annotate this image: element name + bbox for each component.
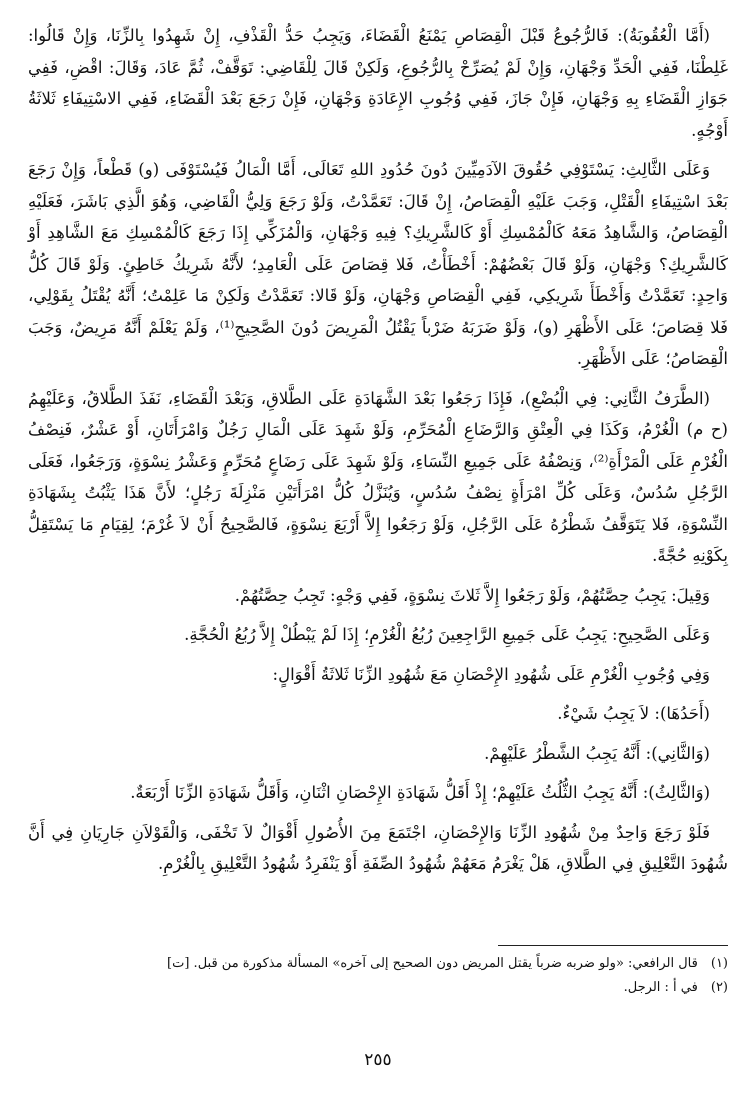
body-paragraph-6: وَفِي وُجُوبِ الْغُرْمِ عَلَى شُهُودِ الإِحْصَانِ مَعَ شُهُودِ الزِّنَا ثَلاثَةُ أَقْوَالٍ: <box>272 664 710 684</box>
footnote-divider <box>498 945 728 946</box>
footnote-number: (٢) <box>710 980 728 995</box>
body-paragraph-10: فَلَوْ رَجَعَ وَاحِدٌ مِنْ شُهُودِ الزِّنَا وَالإِحْصَانِ، اجْتَمَعَ مِنَ الأُصُولِ أَقْوَالٌ لاَ تَخْفَى، وَالْقَوْلاَنِ جَارِيَانِ فِي أَنَّ شُهُودَ التَّعْلِيقِ فِي الطَّلاقِ، هَلْ يَغْرَمُ مَعَهُمْ شُهُودُ الصِّفَةِ أَوْ يَنْفَرِدُ شُهُودُ التَّعْلِيقِ بِالْغُرْمِ. <box>28 822 728 873</box>
footnotes <box>28 952 728 1000</box>
body-paragraph-1: (أَمَّا الْعُقُوبَةُ): فَالرُّجُوعُ قَبْلَ الْقِصَاصِ يَمْنَعُ الْقَضَاءَ، وَيَجِبُ حَدُّ الْقَذْفِ، إِنْ شَهِدُوا بِالزِّنَا، وَإِنْ قَالُوا: غَلِطْنَا، فَفِي الْحَدِّ وَجْهَانِ، وَإِنْ لَمْ يُصَرِّحْ بِالرُّجُوعِ، وَلَكِنْ قَالَ لِلْقَاضِي: تَوَقَّفْ، ثُمَّ عَادَ، وَقَالَ: اقْضِ، فَفِي جَوَازِ الْقَضَاءِ بِهِ وَجْهَانِ، فَإِنْ جَازَ، فَفِي وُجُوبِ الإِعَادَةِ وَجْهَانِ، فَإِنْ رَجَعَ بَعْدَ الْقَضَاءِ، فَفِي الاسْتِيفَاءِ ثَلاثَةُ أَوْجُهٍ. <box>28 26 728 140</box>
body-paragraph-5: وَعَلَى الصَّحِيحِ: يَجِبُ عَلَى جَمِيعِ الرَّاجِعِينَ رُبُعُ الْغُرْمِ؛ إِذَا لَمْ يَبْطُلْ إِلاَّ رُبُعُ الْحُجَّةِ. <box>184 625 710 644</box>
footnote-text: في أ : الرجل. <box>623 980 698 995</box>
body-paragraph-7: (أَحَدُهَا): لاَ يَجِبُ شَيْءٌ. <box>557 704 710 723</box>
body-paragraph-8: (وَالثَّانِي): أَنَّهُ يَجِبُ الشَّطْرُ عَلَيْهِمْ. <box>484 743 710 763</box>
page-number: ٢٥٥ <box>364 1050 392 1070</box>
body-paragraph-2: وَعَلَى الثَّالِثِ: يَسْتَوْفِي حُقُوقَ الآدَمِيِّينَ دُونَ حُدُودِ اللهِ تَعَالَى، أَمَّا الْمَالُ فَيُسْتَوْفَى (و) قَطْعاً، وَإِنْ رَجَعَ بَعْدَ اسْتِيفَاءِ الْقَتْلِ، وَجَبَ عَلَيْهِ الْقِصَاصُ، إِنْ قَالَ: تَعَمَّدْتُ، وَلَوْ رَجَعَ وَلِيُّ الْقَاضِي، وَهُوَ الَّذِي بَاشَرَ، فَعَلَيْهِ الْقِصَاصُ، وَالشَّاهِدُ مَعَهُ كَالْمُمْسِكِ أَوْ كَالشَّرِيكِ؟ فِيهِ وَجْهَانِ، وَالْمُزَكِّي إِذَا رَجَعَ كَالْمُمْسِكِ مَعَ الشَّاهِدِ أَوْ كَالشَّرِيكِ؟ وَجْهَانِ، وَلَوْ قَالَ بَعْضُهُمْ: أَخْطَأْتُ، فَلا قِصَاصَ عَلَى الْعَامِدِ؛ لأَنَّهُ شَرِيكُ خَاطِئٍ. وَلَوْ قَالَ كُلُّ وَاحِدٍ: تَعَمَّدْتُ وَأَخْطَأَ شَرِيكِي، فَفِي الْقِصَاصِ وَجْهَانِ، وَلَوْ قَالا: تَعَمَّدْتُ وَلَكِنْ مَا عَلِمْتُ؛ أَنَّهُ يُقْتَلُ بِقَوْلِي، فَلا قِصَاصَ؛ عَلَى الأَظْهَرِ (و)، وَلَوْ ضَرَبَهُ ضَرْباً يَقْتُلُ الْمَرِيضَ دُونَ الصَّحِيحِ⁽¹⁾، وَلَمْ يَعْلَمْ أَنَّهُ مَرِيضٌ، وَجَبَ الْقِصَاصُ؛ عَلَى الأَظْهَرِ. <box>28 160 728 368</box>
footnote-1 <box>28 952 728 976</box>
book-page <box>28 20 728 1080</box>
footnote-text: قال الرافعي: «ولو ضربه ضرباً يقتل المريض دون الصحيح إلى آخره» المسألة مذكورة من قبل. [ت] <box>167 956 698 971</box>
body-paragraph-4: وَقِيلَ: يَجِبُ حِصَّتُهُمْ، وَلَوْ رَجَعُوا إِلاَّ ثَلاثَ نِسْوَةٍ، فَفِي وَجْهٍ: تَجِبُ حِصَّتُهُمْ. <box>234 585 710 605</box>
footnote-2 <box>28 976 728 1000</box>
body-paragraph-9: (وَالثَّالِثُ): أَنَّهُ يَجِبُ الثُّلُثُ عَلَيْهِمْ؛ إِذْ أَقَلُّ شَهَادَةِ الإِحْصَانِ اثْنَانِ، وَأَقَلُّ شَهَادَةِ الزِّنَا أَرْبَعَةٌ. <box>130 783 710 802</box>
footnote-number: (١) <box>710 956 728 971</box>
body-paragraph-3: (الطَّرَفُ الثَّانِي: فِي الْبُضْعِ)، فَإِذَا رَجَعُوا بَعْدَ الشَّهَادَةِ عَلَى الطَّلاقِ، وَبَعْدَ الْقَضَاءِ، نَفَذَ الطَّلاقُ، وَعَلَيْهِمُ (ح م) الْغُرْمُ، وَكَذَا فِي الْعِتْقِ وَالرَّضَاعِ الْمُحَرِّمِ، وَلَوْ شَهِدَ عَلَى الْمَالِ رَجُلٌ وَامْرَأَتَانِ، أَوْ عَشْرٌ، فَنِصْفُ الْغُرْمِ عَلَى الْمَرْأَةِ⁽²⁾، وَنِصْفُهُ عَلَى جَمِيعِ النِّسَاءِ، وَلَوْ شَهِدَ عَلَى رَضَاعٍ مُحَرِّمٍ وَعَشْرُ نِسْوَةٍ، وَرَجَعُوا، فَعَلَى الرَّجُلِ سُدُسٌ، وَعَلَى كُلِّ امْرَأَةٍ نِصْفُ سُدُسٍ، وَيُنَزَّلُ كُلُّ امْرَأَتَيْنِ مَنْزِلَةَ رَجُلٍ؛ لأَنَّ هَذَا يَثْبُتُ بِشَهَادَةِ النِّسْوَةِ، فَلا يَتَوَقَّفُ شَطْرُهُ عَلَى الرَّجُلِ، وَلَوْ رَجَعُوا إِلاَّ أَرْبَعَ نِسْوَةٍ، فَالصَّحِيحُ أَنْ لاَ غُرْمَ؛ لِقِيَامِ مَا يَسْتَقِلُّ بِكَوْنِهِ حُجَّةً. <box>28 388 728 565</box>
